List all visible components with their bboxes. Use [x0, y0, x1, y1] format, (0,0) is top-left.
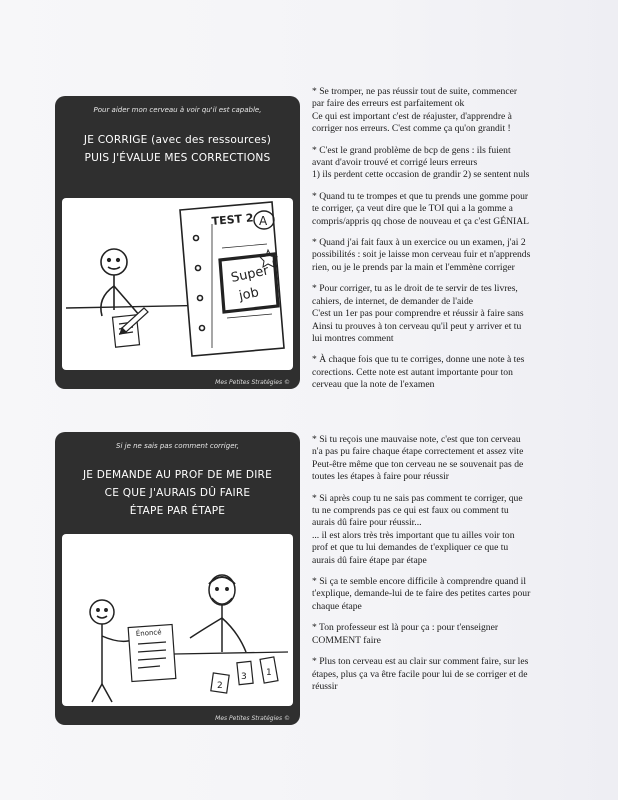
- card-intro-text: Si je ne sais pas comment corriger,: [116, 442, 239, 450]
- sheet-title: TEST 2: [211, 211, 255, 228]
- text-line: par faire des erreurs est parfaitement ok: [312, 98, 465, 110]
- text-line: tu ne comprends pas ce qui est faux ou comment tu: [312, 505, 509, 517]
- stamp-line: job: [237, 285, 261, 304]
- text-line: ... il est alors très très important que tu ailles voir ton: [312, 529, 515, 541]
- text-line: * C'est le grand problème de bcp de gens : ils fuient: [312, 144, 511, 156]
- text-line: lui montres comment: [312, 332, 394, 344]
- text-line: COMMENT faire: [312, 634, 381, 646]
- text-line: possibilités : soit je laisse mon cerveau fuir et n'apprends: [312, 249, 531, 261]
- card-headline: [69, 466, 286, 520]
- text-line: te corriger, ça veut dire que le TOI qui a la gomme a: [312, 203, 513, 215]
- text-line: * Si tu reçois une mauvaise note, c'est que ton cerveau: [312, 434, 521, 445]
- text-line: n'a pas pu faire chaque étape correctement et assez vite: [312, 446, 524, 458]
- paragraph: [312, 237, 570, 274]
- paragraph: [312, 86, 570, 136]
- illustration-correcting: [62, 198, 293, 370]
- paragraph: [312, 283, 570, 345]
- super-job-stamp-icon: [220, 250, 278, 312]
- step-card-number: 3: [241, 672, 247, 682]
- text-line: * Quand tu te trompes et que tu prends une gomme pour: [312, 190, 529, 202]
- sheet-label: Énoncé: [135, 628, 162, 638]
- paragraph: [312, 576, 570, 613]
- card-ask-teacher: [55, 432, 300, 725]
- grade-letter: A: [259, 214, 268, 228]
- text-line: t'explique, demande-lui de te faire des petites cartes pour: [312, 588, 531, 600]
- teacher-figure-icon: [190, 575, 246, 652]
- paragraph: [312, 656, 570, 693]
- text-line: corections. Cette note est autant importante pour ton: [312, 366, 513, 378]
- text-line: * Plus ton cerveau est au clair sur comment faire, sur les: [312, 656, 529, 668]
- text-line: * Si après coup tu ne sais pas comment te corriger, que: [312, 492, 523, 504]
- card-correct-and-evaluate: [55, 96, 300, 389]
- paragraph: [312, 354, 570, 391]
- table-line-icon: [174, 652, 288, 654]
- text-line: Peut-être même que ton cerveau ne se souvenait pas de: [312, 458, 524, 470]
- student-figure-icon: [90, 600, 132, 702]
- paragraph: [312, 493, 570, 567]
- step-card-number: 2: [217, 681, 223, 691]
- card-headline: [69, 131, 286, 167]
- illustration-teacher: [62, 534, 293, 706]
- text-line: corriger nos erreurs. C'est comme ça qu'on grandit !: [312, 123, 511, 135]
- text-line: * Quand j'ai fait faux à un exercice ou un examen, j'ai 2: [312, 237, 526, 249]
- text-line: * Si ça te semble encore difficile à comprendre quand il: [312, 576, 526, 588]
- text-line: cahiers, de internet, de demander de l'aide: [312, 295, 474, 307]
- card-intro-text: Pour aider mon cerveau à voir qu'il est capable,: [93, 106, 262, 114]
- step-card-number: 1: [266, 668, 272, 678]
- text-line: Ce qui est important c'est de réajuster, d'apprendre à: [312, 110, 512, 122]
- text-line: avant d'avoir trouvé et corrigé leurs erreurs: [312, 157, 478, 169]
- text-line: réussir: [312, 680, 338, 692]
- headline-line: ÉTAPE PAR ÉTAPE: [129, 505, 226, 517]
- text-line: étapes, plus ça va être facile pour lui de se corriger et de: [312, 668, 528, 680]
- text-line: * À chaque fois que tu te corriges, donne une note à tes: [312, 354, 525, 366]
- text-line: * Se tromper, ne pas réussir tout de suite, commencer: [312, 86, 518, 97]
- text-line: compris/appris qq chose de nouveau et ça c'est GÉNIAL: [312, 215, 529, 227]
- card-credit: Mes Petites Stratégies ©: [215, 379, 290, 386]
- text-line: chaque étape: [312, 600, 362, 612]
- text-line: cerveau que la note de l'examen: [312, 379, 435, 391]
- card-credit: Mes Petites Stratégies ©: [215, 715, 290, 722]
- stick-figure-icon: [101, 249, 140, 316]
- paragraph: [312, 191, 570, 228]
- headline-line: PUIS J'ÉVALUE MES CORRECTIONS: [84, 152, 271, 164]
- text-line: aurais dû faire étape par étape: [312, 554, 427, 566]
- text-line: * Ton professeur est là pour ça : pour t'enseigner: [312, 622, 499, 634]
- text-line: C'est un 1er pas pour comprendre et réussir à faire sans: [312, 308, 524, 320]
- paragraph: [312, 145, 570, 182]
- stamp-line: Super: [229, 263, 271, 286]
- headline-line: JE CORRIGE (avec des ressources): [83, 134, 272, 146]
- correcting-drawing: [62, 198, 293, 370]
- text-line: prof et que tu lui demandes de t'expliquer ce que tu: [312, 542, 509, 554]
- text-column-asking: [312, 434, 570, 702]
- teacher-drawing: [62, 534, 293, 706]
- paragraph: [312, 622, 570, 647]
- text-line: toutes les étapes à faire pour réussir: [312, 471, 449, 483]
- text-line: Ainsi tu prouves à ton cerveau qu'il peut y arriver et tu: [312, 320, 522, 332]
- text-line: * Pour corriger, tu as le droit de te servir de tes livres,: [312, 283, 518, 295]
- text-column-correcting: [312, 86, 570, 401]
- paragraph: [312, 434, 570, 484]
- text-line: aurais dû faire pour réussir...: [312, 517, 422, 529]
- headline-line: CE QUE J'AURAIS DÛ FAIRE: [104, 487, 251, 499]
- text-line: rien, ou je le prends par la main et l'emmène corriger: [312, 261, 515, 273]
- headline-line: JE DEMANDE AU PROF DE ME DIRE: [82, 469, 273, 481]
- text-line: 1) ils perdent cette occasion de grandir 2) se sentent nuls: [312, 169, 530, 181]
